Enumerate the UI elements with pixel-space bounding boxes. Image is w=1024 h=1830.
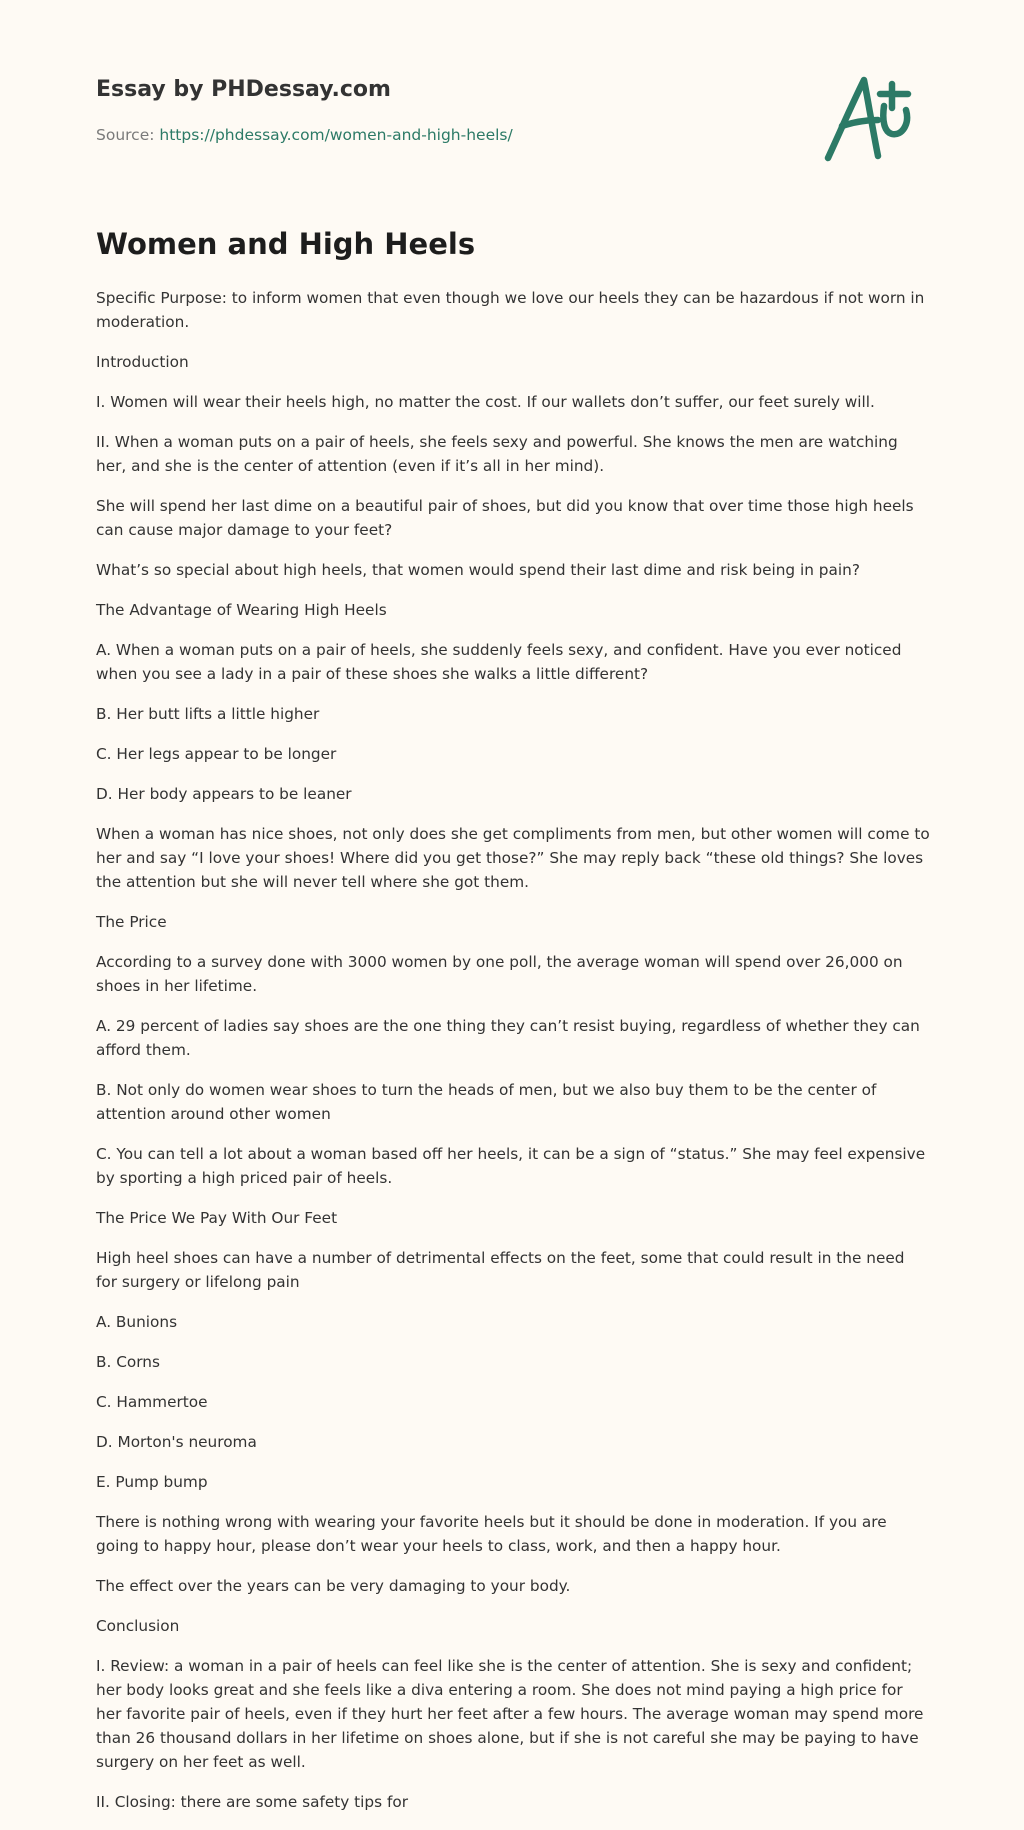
article-paragraph: Introduction: [96, 353, 189, 371]
article-paragraph: Specific Purpose: to inform women that even though we love our heels they can be hazardous if not worn in moderation.: [96, 289, 925, 331]
article-paragraph: I. Review: a woman in a pair of heels can feel like she is the center of attention. She is sexy and confident; her body looks great and she feels like a diva entering a room. She does not mind paying a high price for her favorite pair of heels, even if they hurt her feet after a few hours. The average woman may spend more than 26 thousand dollars in her lifetime on shoes alone, but if she is not careful she may be paying to have surgery on her feet as well.: [96, 1657, 924, 1771]
article-title: Women and High Heels: [96, 227, 476, 261]
article-paragraph: I. Women will wear their heels high, no matter the cost. If our wallets don’t suffer, our feet surely will.: [96, 393, 875, 411]
article-paragraph: C. Hammertoe: [96, 1393, 208, 1411]
article-body: [96, 286, 930, 1814]
article-paragraph: II. Closing: there are some safety tips for: [96, 1793, 408, 1811]
article-paragraph: The Price We Pay With Our Feet: [96, 1209, 338, 1227]
source-link[interactable]: https://phdessay.com/women-and-high-heels/: [159, 126, 513, 144]
article-paragraph: She will spend her last dime on a beautiful pair of shoes, but did you know that over time those high heels can cause major damage to your feet?: [96, 497, 914, 539]
article-paragraph: The Advantage of Wearing High Heels: [96, 601, 387, 619]
article-paragraph: D. Morton's neuroma: [96, 1433, 257, 1451]
source-label: Source:: [96, 126, 155, 144]
article-paragraph: A. When a woman puts on a pair of heels, she suddenly feels sexy, and confident. Have you ever noticed when you see a lady in a pair of these shoes she walks a little different?: [96, 641, 902, 683]
article-paragraph: When a woman has nice shoes, not only does she get compliments from men, but other women will come to her and say “I love your shoes! Where did you get those?” She may reply back “these old things? She loves the attention but she will never tell where she got them.: [96, 825, 930, 891]
article-paragraph: E. Pump bump: [96, 1473, 208, 1491]
article-paragraph: A. 29 percent of ladies say shoes are the one thing they can’t resist buying, regardless of whether they can afford them.: [96, 1017, 920, 1059]
article-paragraph: The effect over the years can be very damaging to your body.: [96, 1577, 571, 1595]
article-paragraph: Conclusion: [96, 1617, 180, 1635]
source-line: [96, 124, 796, 146]
a-plus-grade-icon: [822, 70, 934, 170]
article-paragraph: D. Her body appears to be leaner: [96, 785, 352, 803]
article-paragraph: What’s so special about high heels, that women would spend their last dime and risk being in pain?: [96, 561, 860, 579]
article-paragraph: According to a survey done with 3000 women by one poll, the average woman will spend over 26,000 on shoes in her lifetime.: [96, 953, 903, 995]
page-header: [96, 72, 796, 146]
article-paragraph: B. Her butt lifts a little higher: [96, 705, 320, 723]
article-paragraph: The Price: [96, 913, 167, 931]
article-paragraph: A. Bunions: [96, 1313, 178, 1331]
article: [96, 222, 930, 1830]
article-paragraph: B. Corns: [96, 1353, 160, 1371]
article-paragraph: High heel shoes can have a number of detrimental effects on the feet, some that could result in the need for surgery or lifelong pain: [96, 1249, 905, 1291]
article-paragraph: There is nothing wrong with wearing your favorite heels but it should be done in moderation. If you are going to happy hour, please don’t wear your heels to class, work, and then a happy hour.: [96, 1513, 887, 1555]
article-paragraph: C. You can tell a lot about a woman based off her heels, it can be a sign of “status.” She may feel expensive by sporting a high priced pair of heels.: [96, 1145, 926, 1187]
article-paragraph: B. Not only do women wear shoes to turn the heads of men, but we also buy them to be the center of attention around other women: [96, 1081, 877, 1123]
article-paragraph: II. When a woman puts on a pair of heels, she feels sexy and powerful. She knows the men are watching her, and she is the center of attention (even if it’s all in her mind).: [96, 433, 898, 475]
brand-title: Essay by PHDessay.com: [96, 77, 391, 102]
article-paragraph: C. Her legs appear to be longer: [96, 745, 337, 763]
